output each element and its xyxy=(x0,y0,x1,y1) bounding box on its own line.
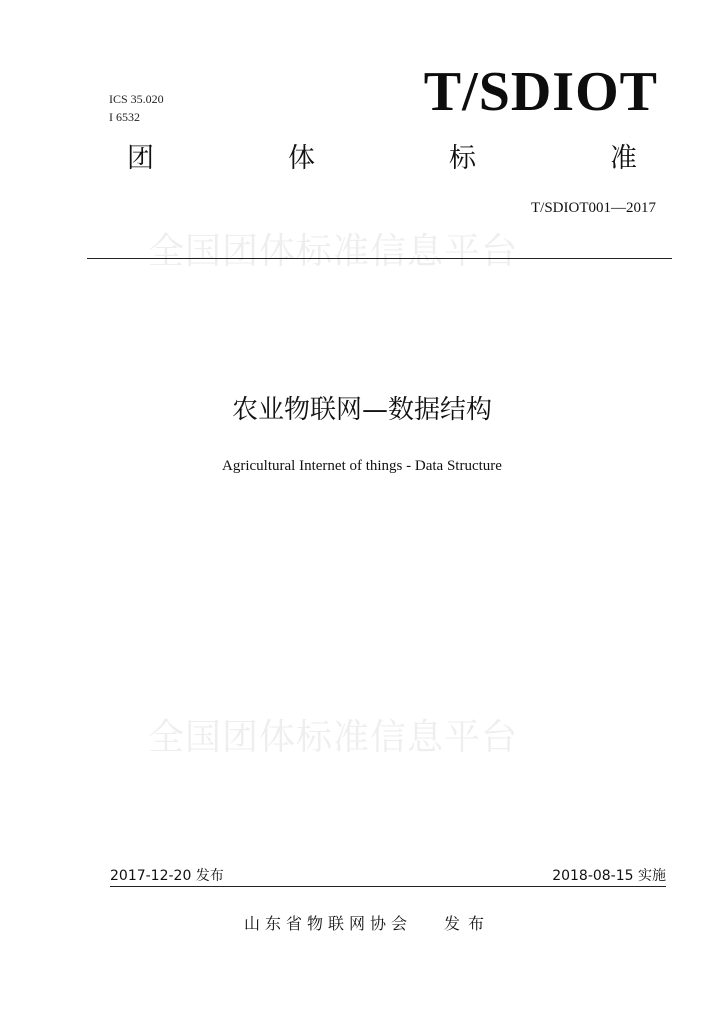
release-date: 2017-12-20 发布 xyxy=(110,868,224,884)
standard-brand-logo: T/SDIOT xyxy=(423,61,658,123)
watermark-top: 全国团体标准信息平台 xyxy=(148,231,519,272)
ics-code: ICS 35.020 xyxy=(109,92,164,106)
publisher-name: 山东省物联网协会 xyxy=(244,914,413,933)
publisher-action: 发布 xyxy=(444,914,493,933)
footer-divider xyxy=(110,886,666,887)
category-char: 标 xyxy=(449,143,476,174)
document-title-english: Agricultural Internet of things - Data Structure xyxy=(222,458,502,474)
implementation-date: 2018-08-15 实施 xyxy=(552,868,666,884)
date-row xyxy=(110,866,666,886)
ccs-code: I 6532 xyxy=(109,110,140,124)
standard-number: T/SDIOT001—2017 xyxy=(531,200,656,216)
watermark-bottom: 全国团体标准信息平台 xyxy=(148,717,519,758)
category-char: 体 xyxy=(288,143,315,174)
category-char: 准 xyxy=(610,143,637,174)
document-title-chinese: 农业物联网—数据结构 xyxy=(231,395,492,425)
publisher-line xyxy=(244,912,492,936)
standard-category xyxy=(127,142,637,176)
category-char: 团 xyxy=(127,143,154,174)
classification-codes xyxy=(109,90,164,126)
header-divider xyxy=(87,258,672,259)
